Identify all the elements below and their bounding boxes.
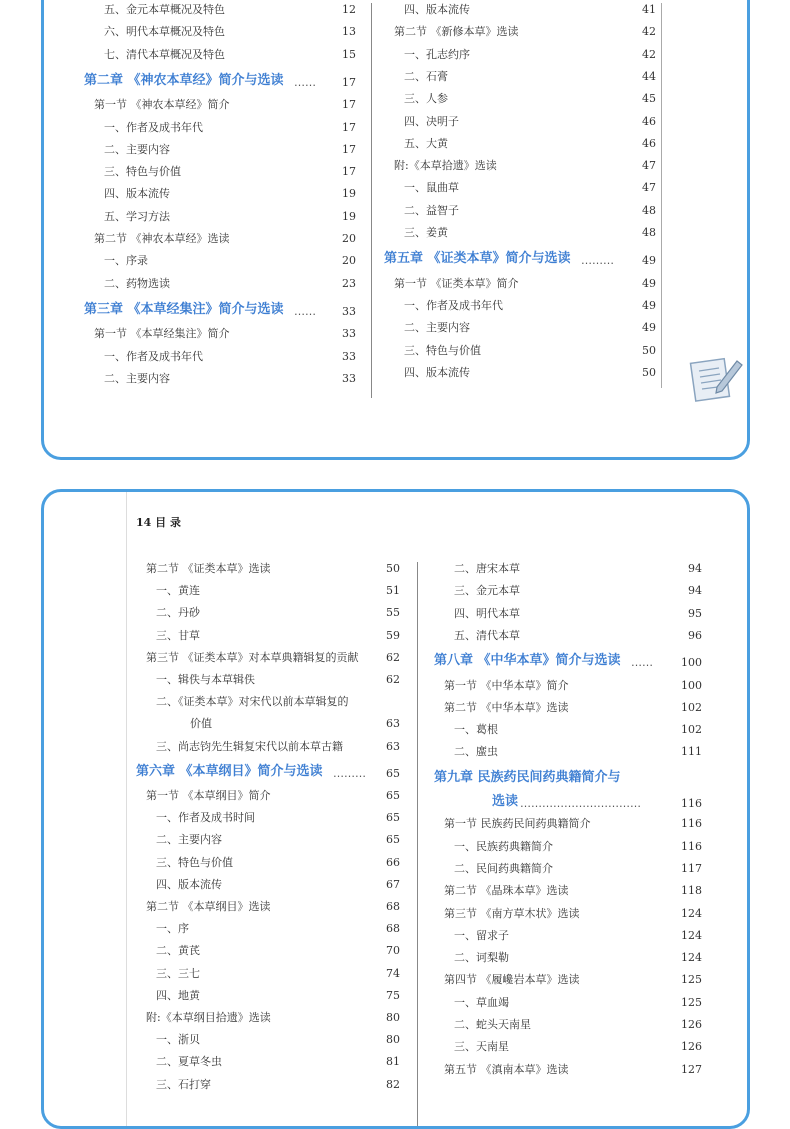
section-entry <box>94 98 356 112</box>
page-number: 100 <box>681 678 702 692</box>
entry-title: 第二节 《新修本草》选读 <box>394 25 519 39</box>
page-number: 33 <box>342 304 356 318</box>
subsection-entry <box>156 584 400 598</box>
entry-title: 二、丹砂 <box>156 606 200 620</box>
subsection-entry <box>454 584 702 598</box>
subsection-entry <box>156 629 400 643</box>
entry-title: 二、诃梨勒 <box>454 951 509 965</box>
page-number: 17 <box>342 165 356 179</box>
page-number: 50 <box>642 365 656 379</box>
chapter-entry <box>384 252 656 269</box>
subsection-entry <box>156 740 400 754</box>
page-number: 118 <box>681 884 702 898</box>
entry-title: 第四节 《履巉岩本草》选读 <box>444 973 580 987</box>
subsection-entry <box>156 606 400 620</box>
entry-title: 三、尚志钧先生辑复宋代以前本草古籍 <box>156 739 343 753</box>
subsection-entry <box>454 1040 702 1054</box>
section-entry <box>444 884 702 898</box>
toc-column-left <box>136 562 400 1122</box>
entry-title: 二、主要内容 <box>156 833 222 847</box>
subsection-entry <box>104 187 356 201</box>
leader-dots: …… <box>294 75 316 89</box>
entry-title: 五、清代本草 <box>454 628 520 642</box>
entry-title: 三、特色与价值 <box>156 855 233 869</box>
page-number: 59 <box>386 628 400 642</box>
entry-title: 第一节 《本草经集注》简介 <box>94 327 230 341</box>
entry-title: 第五章 《证类本草》简介与选读 <box>384 251 571 267</box>
section-entry <box>146 651 400 665</box>
page-number: 33 <box>342 371 356 385</box>
chapter-entry <box>84 303 356 320</box>
entry-title: 第三节 《南方草木状》选读 <box>444 906 580 920</box>
page-number: 50 <box>386 562 400 575</box>
subsection-entry <box>454 723 702 737</box>
page-number: 44 <box>642 69 656 83</box>
entry-title: 二、主要内容 <box>104 142 170 156</box>
section-entry <box>94 232 356 246</box>
entry-title: 第二章 《神农本草经》简介与选读 <box>84 72 284 88</box>
page-number: 62 <box>386 650 400 664</box>
subsection-entry <box>454 629 702 643</box>
section-entry <box>146 1011 400 1025</box>
page-number: 102 <box>681 700 702 714</box>
page-number: 95 <box>688 606 702 620</box>
page-number: 49 <box>642 321 656 335</box>
subsection-entry <box>104 3 356 17</box>
page-number: 125 <box>681 973 702 987</box>
subsection-entry <box>156 1078 400 1092</box>
entry-title: 二、夏草冬虫 <box>156 1055 222 1069</box>
entry-title: 三、天南星 <box>454 1040 509 1054</box>
entry-title: 四、版本流传 <box>404 3 470 16</box>
page-number: 65 <box>386 811 400 825</box>
entry-title: 第三节 《证类本草》对本草典籍辑复的贡献 <box>146 650 359 664</box>
entry-title: 第二节 《神农本草经》选读 <box>94 232 230 245</box>
page-number: 116 <box>681 839 702 853</box>
subsection-entry <box>104 121 356 135</box>
page-number: 80 <box>386 1011 400 1024</box>
page-number: 102 <box>681 723 702 737</box>
entry-title: 二、黄芪 <box>156 944 200 958</box>
notepad-pencil-icon <box>689 353 743 403</box>
entry-title: 选读 <box>492 794 519 809</box>
entry-title: 一、留求子 <box>454 928 509 942</box>
page-number: 55 <box>386 606 400 620</box>
page-number: 17 <box>342 120 356 134</box>
entry-title: 四、明代本草 <box>454 606 520 620</box>
entry-title: 三、金元本草 <box>454 584 520 598</box>
entry-title: 附:《本草拾遗》选读 <box>394 159 497 173</box>
entry-title: 第九章 民族药民间药典籍简介与 <box>434 769 621 785</box>
section-entry <box>394 277 656 291</box>
toc-page-bottom <box>41 489 750 1129</box>
leader-dots: …… <box>631 656 653 670</box>
entry-title: 第五节 《滇南本草》选读 <box>444 1062 569 1076</box>
page-number: 12 <box>342 3 356 16</box>
toc-column-right <box>434 562 702 1122</box>
page-number: 15 <box>342 47 356 61</box>
leader-dots: ……… <box>333 766 366 780</box>
entry-title: 四、版本流传 <box>104 187 170 201</box>
page-number: 65 <box>386 766 400 780</box>
page-number: 20 <box>342 254 356 268</box>
entry-title: 二、主要内容 <box>104 371 170 385</box>
entry-title: 四、地黄 <box>156 988 200 1002</box>
section-entry <box>444 817 702 831</box>
page-number: 68 <box>386 922 400 936</box>
entry-title: 五、大黄 <box>404 136 448 150</box>
subsection-entry <box>190 717 400 731</box>
subsection-entry <box>454 562 702 576</box>
subsection-entry <box>156 989 400 1003</box>
entry-title: 二、石膏 <box>404 69 448 83</box>
page-number: 82 <box>386 1077 400 1091</box>
subsection-entry <box>404 92 656 106</box>
section-entry <box>444 907 702 921</box>
page-number: 81 <box>386 1055 400 1069</box>
page-number: 47 <box>642 159 656 173</box>
page-number: 46 <box>642 136 656 150</box>
subsection-entry <box>156 878 400 892</box>
chapter-entry <box>434 771 702 788</box>
section-entry <box>394 159 656 173</box>
entry-title: 三、人参 <box>404 92 448 106</box>
chapter-entry <box>84 74 356 91</box>
subsection-entry <box>104 372 356 386</box>
entry-title: 四、决明子 <box>404 114 459 128</box>
subsection-entry <box>454 607 702 621</box>
entry-title: 一、葛根 <box>454 723 498 737</box>
entry-title: 三、特色与价值 <box>404 343 481 357</box>
entry-title: 第三章 《本草经集注》简介与选读 <box>84 301 284 317</box>
subsection-entry <box>454 745 702 759</box>
entry-title: 三、甘草 <box>156 628 200 642</box>
subsection-entry <box>404 137 656 151</box>
subsection-entry <box>404 70 656 84</box>
entry-title: 二、䗪虫 <box>454 745 498 759</box>
page-number: 46 <box>642 114 656 128</box>
entry-title: 第六章 《本草纲目》简介与选读 <box>136 763 323 779</box>
entry-title: 一、作者及成书年代 <box>404 298 503 312</box>
entry-title: 四、版本流传 <box>156 877 222 891</box>
page-number: 127 <box>681 1062 702 1076</box>
subsection-entry <box>492 795 702 812</box>
page-number: 116 <box>681 797 702 810</box>
page-number: 42 <box>642 25 656 39</box>
subsection-entry <box>454 929 702 943</box>
page-number: 63 <box>386 717 400 731</box>
page-number: 124 <box>681 928 702 942</box>
page-number: 41 <box>642 3 656 16</box>
page-edge-line <box>749 492 750 1129</box>
subsection-entry <box>104 25 356 39</box>
section-entry <box>394 25 656 39</box>
subsection-entry <box>156 833 400 847</box>
entry-title: 二、益智子 <box>404 203 459 217</box>
subsection-entry <box>156 673 400 687</box>
page-number: 42 <box>642 47 656 61</box>
page-number: 47 <box>642 181 656 195</box>
page-number: 75 <box>386 988 400 1002</box>
subsection-entry <box>404 204 656 218</box>
subsection-entry <box>454 996 702 1010</box>
page-number: 48 <box>642 203 656 217</box>
entry-title: 一、黄连 <box>156 584 200 598</box>
subsection-entry <box>156 944 400 958</box>
subsection-entry <box>404 366 656 380</box>
leader-dots: …………………………… <box>520 797 641 810</box>
entry-title: 第二节 《晶珠本草》选读 <box>444 884 569 898</box>
page-number: 124 <box>681 906 702 920</box>
subsection-entry <box>404 321 656 335</box>
page-number: 125 <box>681 995 702 1009</box>
entry-title: 价值 <box>190 717 212 731</box>
entry-title: 一、作者及成书年代 <box>104 120 203 134</box>
page-number: 65 <box>386 789 400 802</box>
subsection-entry <box>454 862 702 876</box>
column-divider <box>371 3 372 398</box>
entry-title: 二、唐宋本草 <box>454 562 520 575</box>
entry-title: 第二节 《中华本草》选读 <box>444 700 569 714</box>
page-number: 17 <box>342 75 356 89</box>
entry-title: 一、鼠曲草 <box>404 181 459 195</box>
subsection-entry <box>404 181 656 195</box>
subsection-entry <box>404 344 656 358</box>
entry-title: 三、特色与价值 <box>104 165 181 179</box>
page-number: 63 <box>386 739 400 753</box>
subsection-entry <box>156 1033 400 1047</box>
entry-title: 七、清代本草概况及特色 <box>104 47 225 61</box>
page-number: 126 <box>681 1040 702 1054</box>
page-number: 100 <box>681 656 702 670</box>
entry-title: 二、蛇头天南星 <box>454 1018 531 1031</box>
entry-title: 一、作者及成书时间 <box>156 811 255 825</box>
subsection-entry <box>104 210 356 224</box>
page-number: 45 <box>642 92 656 106</box>
page-number: 17 <box>342 98 356 112</box>
page-number: 68 <box>386 900 400 913</box>
subsection-entry <box>156 922 400 936</box>
column-divider <box>417 562 418 1129</box>
section-entry <box>146 900 400 914</box>
entry-title: 二、主要内容 <box>404 321 470 335</box>
subsection-entry <box>156 695 400 709</box>
entry-title: 五、金元本草概况及特色 <box>104 3 225 16</box>
subsection-entry <box>404 226 656 240</box>
entry-title: 第一节 《中华本草》简介 <box>444 678 569 692</box>
subsection-entry <box>104 254 356 268</box>
entry-title: 第二节 《证类本草》选读 <box>146 562 271 575</box>
page-number: 17 <box>342 142 356 156</box>
entry-title: 一、作者及成书年代 <box>104 349 203 363</box>
leader-dots: ……… <box>581 254 614 268</box>
page-number: 67 <box>386 877 400 891</box>
page-number: 80 <box>386 1033 400 1047</box>
page-number: 65 <box>386 833 400 847</box>
toc-page-top <box>41 0 750 460</box>
section-entry <box>444 679 702 693</box>
entry-title: 一、序 <box>156 922 189 936</box>
page-number: 13 <box>342 25 356 39</box>
page-number: 49 <box>642 254 656 268</box>
chapter-entry <box>136 765 400 782</box>
page-number: 116 <box>681 817 702 831</box>
entry-title: 一、草血竭 <box>454 995 509 1009</box>
page-number: 70 <box>386 944 400 958</box>
entry-title: 三、石打穿 <box>156 1077 211 1091</box>
page-number: 49 <box>642 276 656 290</box>
entry-title: 附:《本草纲目拾遗》选读 <box>146 1011 271 1024</box>
entry-title: 四、版本流传 <box>404 365 470 379</box>
page-number: 51 <box>386 584 400 598</box>
entry-title: 第一节 《证类本草》简介 <box>394 276 519 290</box>
subsection-entry <box>404 299 656 313</box>
subsection-entry <box>104 48 356 62</box>
page-number: 117 <box>681 861 702 875</box>
page-header: 14 目 录 <box>136 516 181 529</box>
entry-title: 第一节 《本草纲目》简介 <box>146 789 271 802</box>
page-number: 49 <box>642 298 656 312</box>
subsection-entry <box>104 277 356 291</box>
page-number: 66 <box>386 855 400 869</box>
subsection-entry <box>404 3 656 17</box>
page-number: 126 <box>681 1018 702 1031</box>
section-entry <box>146 789 400 803</box>
entry-title: 第一节 民族药民间药典籍简介 <box>444 817 591 831</box>
subsection-entry <box>104 350 356 364</box>
subsection-entry <box>454 840 702 854</box>
entry-title: 五、学习方法 <box>104 209 170 223</box>
page-number: 20 <box>342 232 356 245</box>
page-number: 19 <box>342 209 356 223</box>
entry-title: 三、三七 <box>156 966 200 980</box>
page-number: 48 <box>642 226 656 239</box>
entry-title: 第二节 《本草纲目》选读 <box>146 900 271 913</box>
entry-title: 二、药物选读 <box>104 276 170 290</box>
entry-title: 二、《证类本草》对宋代以前本草辑复的 <box>156 695 349 709</box>
entry-title: 三、姜黄 <box>404 226 448 239</box>
entry-title: 二、民间药典籍简介 <box>454 861 553 875</box>
page-number: 96 <box>688 628 702 642</box>
subsection-entry <box>454 951 702 965</box>
subsection-entry <box>156 811 400 825</box>
page-number: 74 <box>386 966 400 980</box>
page-number: 62 <box>386 673 400 686</box>
page-number: 23 <box>342 276 356 290</box>
entry-title: 一、孔志约序 <box>404 47 470 61</box>
page-number: 94 <box>688 562 702 575</box>
section-entry <box>444 701 702 715</box>
subsection-entry <box>156 967 400 981</box>
page-number: 33 <box>342 327 356 341</box>
page-number: 94 <box>688 584 702 598</box>
entry-title: 一、序录 <box>104 254 148 268</box>
subsection-entry <box>104 165 356 179</box>
page-number: 111 <box>681 745 702 759</box>
entry-title: 第一节 《神农本草经》简介 <box>94 98 230 112</box>
section-entry <box>444 1063 702 1077</box>
page-number: 33 <box>342 349 356 363</box>
subsection-entry <box>156 1055 400 1069</box>
section-entry <box>146 562 400 576</box>
toc-column-left <box>84 3 356 383</box>
subsection-entry <box>404 48 656 62</box>
page-number: 50 <box>642 343 656 357</box>
entry-title: 第八章 《中华本草》简介与选读 <box>434 653 621 669</box>
toc-column-right <box>384 3 656 383</box>
page-binding-edge <box>126 492 127 1129</box>
entry-title: 一、浙贝 <box>156 1033 200 1047</box>
page-number: 19 <box>342 187 356 201</box>
page-number: 124 <box>681 951 702 965</box>
entry-title: 六、明代本草概况及特色 <box>104 25 225 39</box>
page-edge-line <box>661 3 662 388</box>
chapter-entry <box>434 654 702 671</box>
subsection-entry <box>104 143 356 157</box>
section-entry <box>94 327 356 341</box>
section-entry <box>444 973 702 987</box>
leader-dots: …… <box>294 304 316 318</box>
subsection-entry <box>454 1018 702 1032</box>
subsection-entry <box>156 856 400 870</box>
subsection-entry <box>404 115 656 129</box>
entry-title: 一、民族药典籍简介 <box>454 839 553 853</box>
entry-title: 一、辑佚与本草辑佚 <box>156 673 255 686</box>
